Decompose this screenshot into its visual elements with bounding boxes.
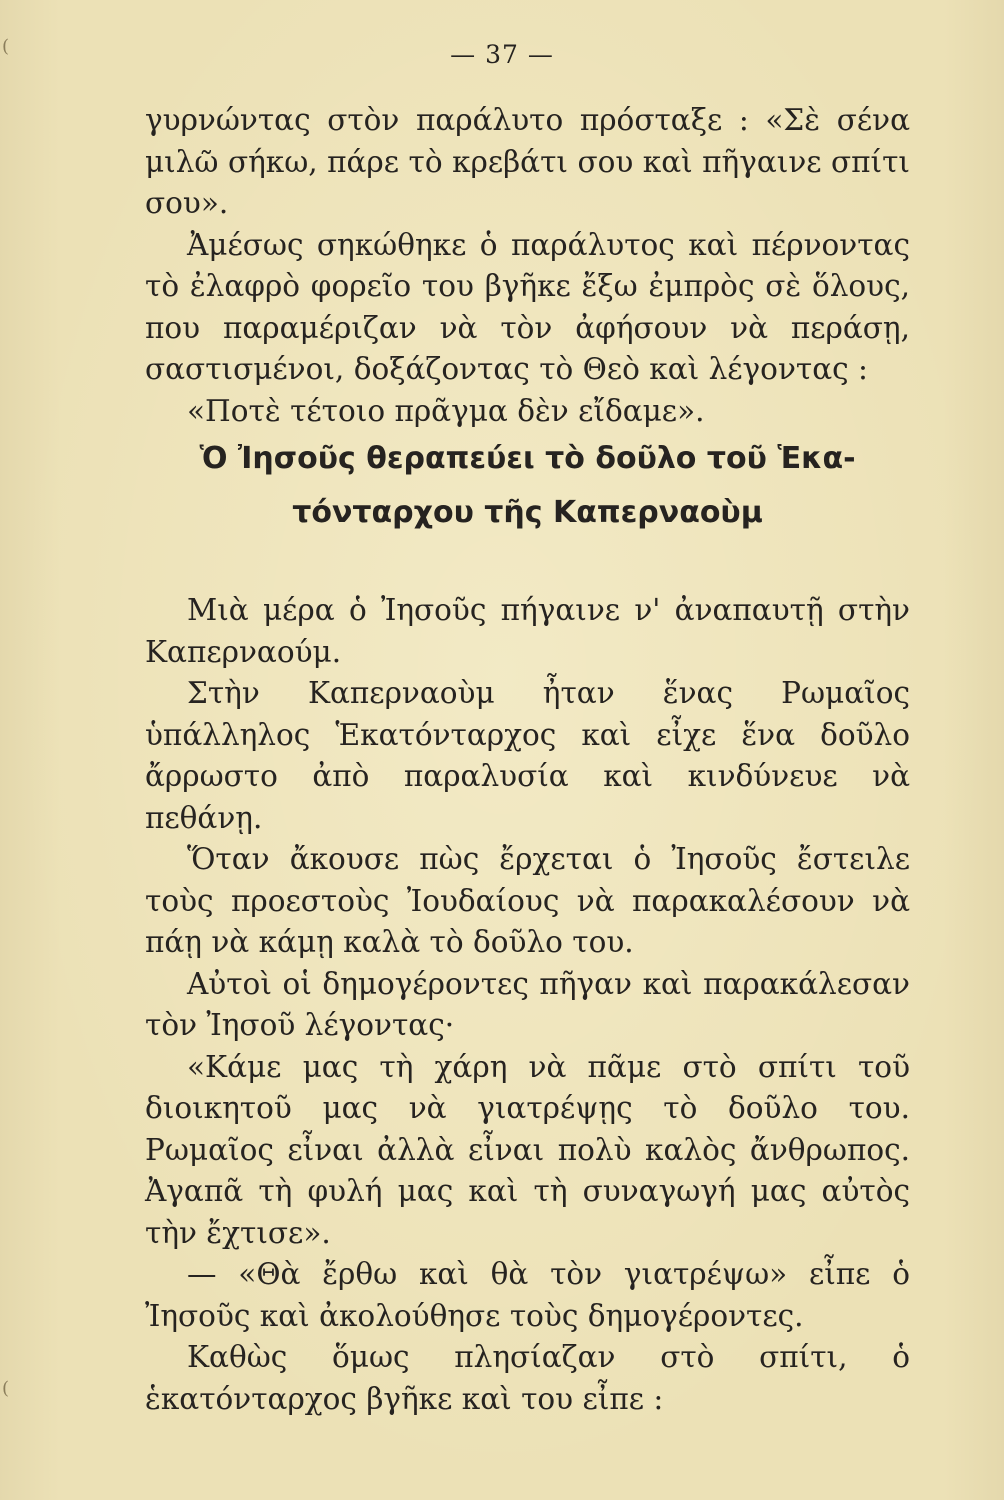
paragraph: Ἀμέσως σηκώθηκε ὁ παράλυτος καὶ πέρνοντας τὸ ἐλαφρὸ φορεῖο του βγῆκε ἔξω ἐμπρὸς σὲ ὅλους, που παραμέριζαν νὰ τὸν ἀφήσουν νὰ περάσῃ, σαστισμένοι, δοξάζοντας τὸ Θεὸ καὶ λέγοντας :	[145, 227, 910, 386]
paragraph: Μιὰ μέρα ὁ Ἰησοῦς πήγαινε ν' ἀναπαυτῇ στὴν Καπερναούμ.	[145, 593, 910, 669]
paragraph: «Ποτὲ τέτοιο πρᾶγμα δὲν εἴδαμε».	[187, 393, 705, 428]
chapter-heading-line: Ὁ Ἰησοῦς θεραπεύει τὸ δοῦλο τοῦ Ἑκα-	[199, 441, 856, 476]
paragraph: — «Θὰ ἔρθω καὶ θὰ τὸν γιατρέψω» εἶπε ὁ Ἰησοῦς καὶ ἀκολούθησε τοὺς δημογέροντες.	[145, 1257, 910, 1333]
margin-mark: (	[2, 36, 10, 57]
page-number: — 37 —	[450, 40, 554, 69]
chapter-heading	[145, 432, 910, 540]
paragraph: γυρνώντας στὸν παράλυτο πρόσταξε : «Σὲ σένα μιλῶ σήκω, πάρε τὸ κρεβάτι σου καὶ πῆγαινε σπίτι σου».	[145, 103, 910, 220]
section-intro-text	[145, 100, 910, 432]
paragraph: Ὅταν ἄκουσε πὼς ἔρχεται ὁ Ἰησοῦς ἔστειλε τοὺς προεστοὺς Ἰουδαίους νὰ παρακαλέσουν νὰ πάῃ νὰ κάμῃ καλὰ τὸ δοῦλο του.	[145, 842, 910, 959]
section-main-text	[145, 590, 910, 1420]
paragraph: Καθὼς ὅμως πλησίαζαν στὸ σπίτι, ὁ ἑκατόνταρχος βγῆκε καὶ του εἶπε :	[145, 1340, 910, 1416]
paragraph: Στὴν Καπερναοὺμ ἦταν ἕνας Ρωμαῖος ὑπάλληλος Ἑκατόνταρχος καὶ εἶχε ἕνα δοῦλο ἄρρωστο ἀπὸ παραλυσία καὶ κινδύνευε νὰ πεθάνῃ.	[145, 676, 910, 835]
margin-mark: (	[2, 1378, 10, 1399]
paragraph: «Κάμε μας τὴ χάρη νὰ πᾶμε στὸ σπίτι τοῦ διοικητοῦ μας νὰ γιατρέψῃς τὸ δοῦλο του. Ρωμαῖος εἶναι ἀλλὰ εἶναι πολὺ καλὸς ἄνθρωπος. Ἀγαπᾶ τὴ φυλή μας καὶ τὴ συναγωγή μας αὐτὸς τὴν ἔχτισε».	[145, 1049, 910, 1250]
paragraph: Αὐτοὶ οἱ δημογέροντες πῆγαν καὶ παρακάλεσαν τὸν Ἰησοῦ λέγοντας·	[145, 966, 910, 1042]
chapter-heading-line: τόνταρχου τῆς Καπερναοὺμ	[292, 495, 763, 530]
